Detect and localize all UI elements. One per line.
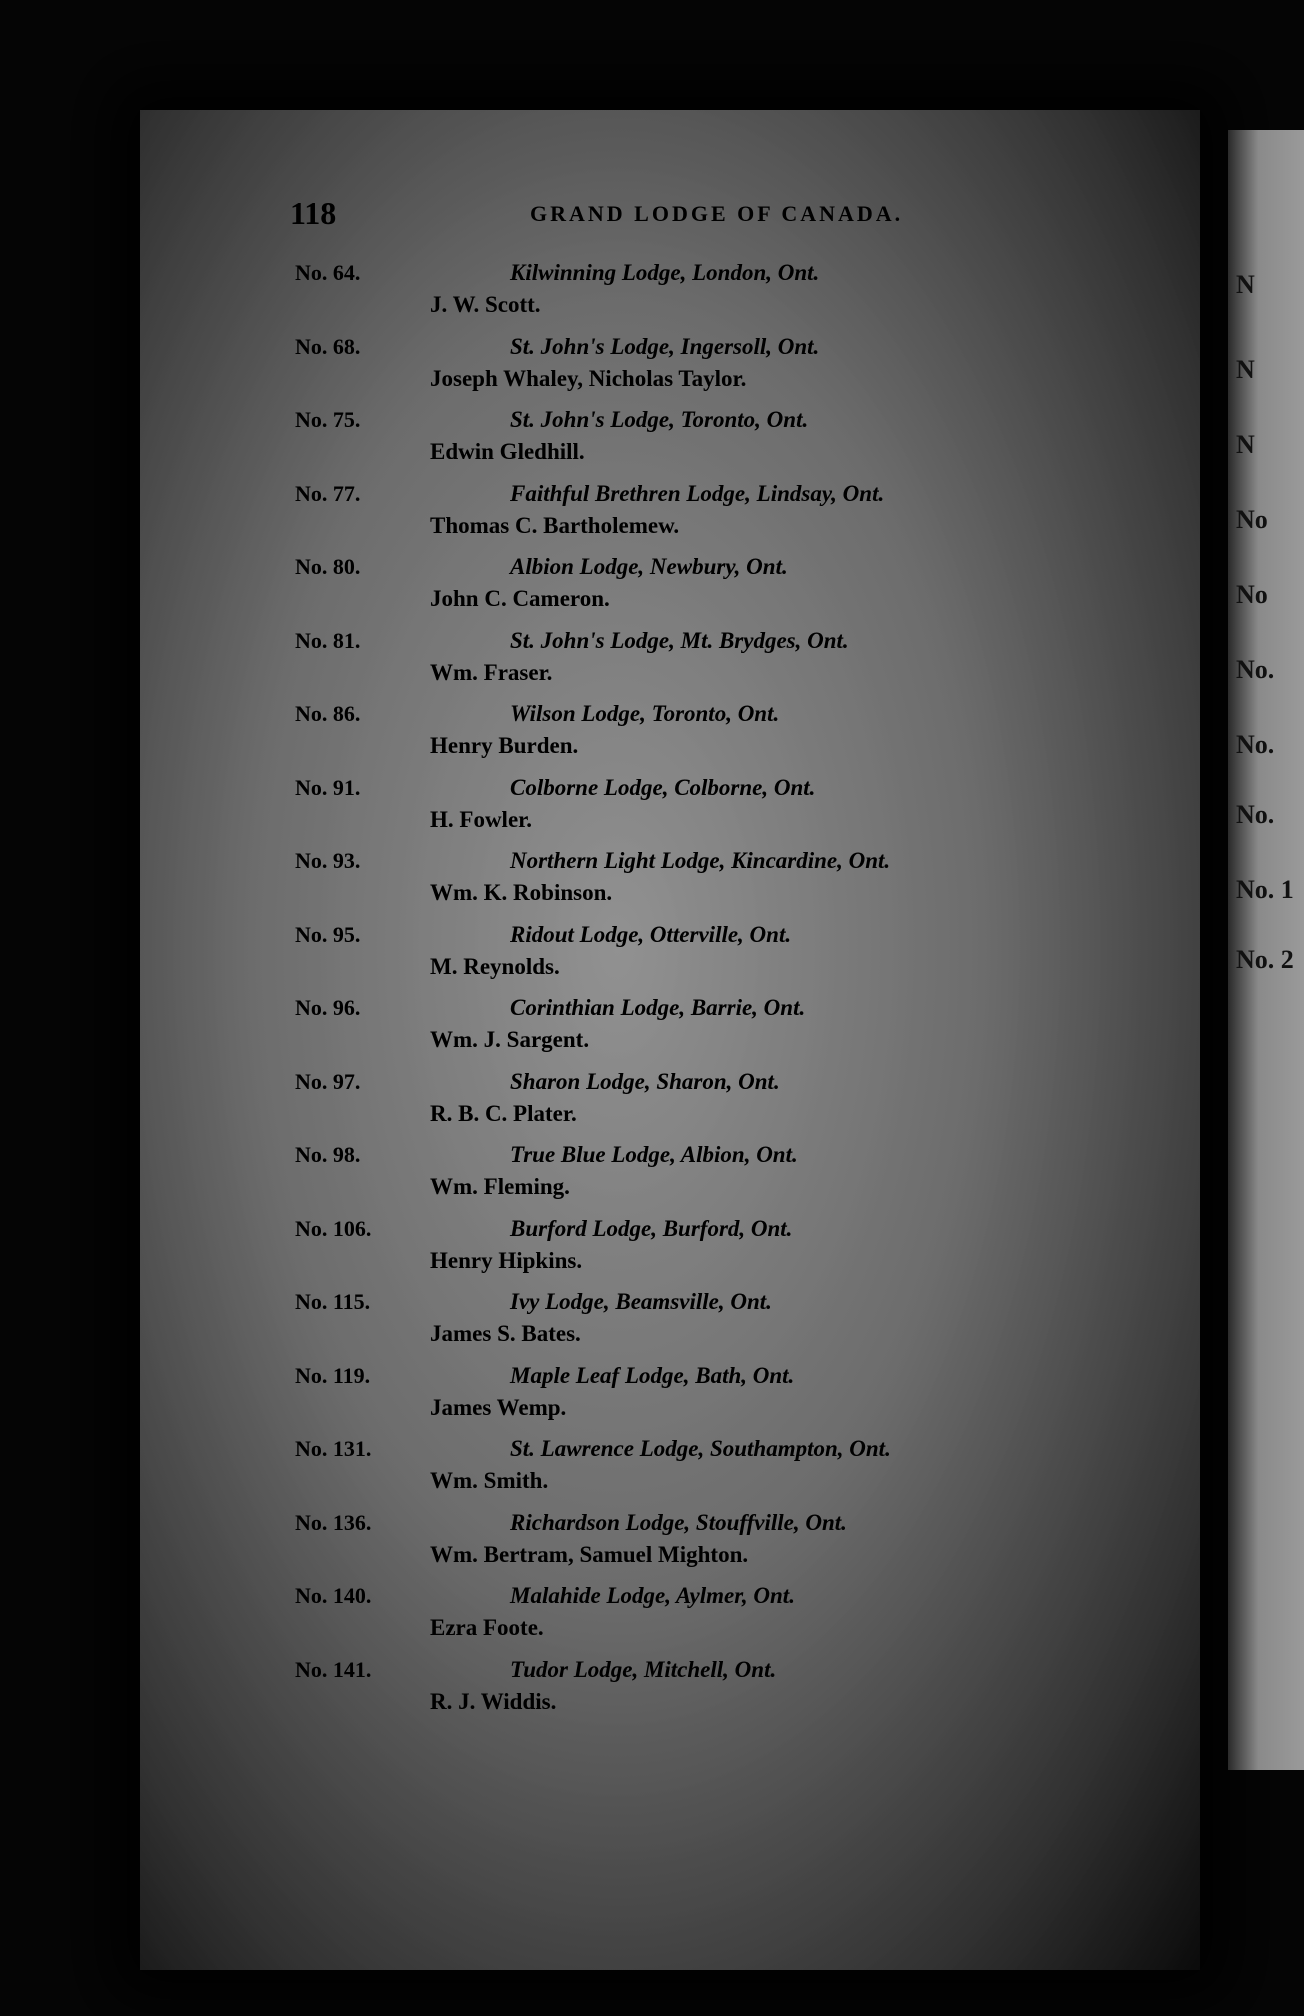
lodge-number: No. 136. [295,1509,372,1535]
facing-page-fragment: No. 1 [1236,875,1294,904]
lodge-name: True Blue Lodge, Albion, Ont. [510,1142,798,1167]
lodge-name: Kilwinning Lodge, London, Ont. [510,260,820,285]
lodge-name: Sharon Lodge, Sharon, Ont. [510,1068,780,1094]
lodge-entry [140,1436,1200,1510]
lodge-number: No. 96. [295,995,361,1020]
lodge-entry [140,701,1200,775]
document-page [140,110,1200,1970]
lodge-representatives: R. J. Widdis. [430,1688,557,1714]
lodge-number: No. 97. [295,1068,361,1094]
lodge-representatives: Wm. Smith. [430,1468,549,1493]
facing-page-fragment: No. [1236,800,1275,829]
running-title: GRAND LODGE OF CANADA. [530,201,904,226]
lodge-representatives: Wm. Fraser. [430,659,553,685]
lodge-name: St. Lawrence Lodge, Southampton, Ont. [510,1436,891,1461]
lodge-name: St. John's Lodge, Ingersoll, Ont. [510,333,820,359]
lodge-representatives: Henry Burden. [430,733,579,758]
facing-page-fragment: No [1236,505,1268,534]
lodge-number: No. 91. [295,774,361,800]
facing-page-fragment: No. 2 [1236,945,1294,974]
lodge-name: Wilson Lodge, Toronto, Ont. [510,701,780,726]
lodge-number: No. 68. [295,333,361,359]
lodge-entry [140,775,1200,849]
lodge-representatives: Joseph Whaley, Nicholas Taylor. [430,365,747,391]
lodge-entry [140,1510,1200,1584]
lodge-entry [140,554,1200,628]
lodge-entry [140,1216,1200,1290]
lodge-number: No. 64. [295,260,361,285]
lodge-number: No. 77. [295,480,361,506]
lodge-name: Ivy Lodge, Beamsville, Ont. [510,1289,772,1314]
page-header [140,195,1200,235]
lodge-name: Albion Lodge, Newbury, Ont. [510,554,788,579]
lodge-number: No. 140. [295,1583,372,1608]
lodge-representatives: Wm. Bertram, Samuel Mighton. [430,1541,749,1567]
lodge-number: No. 119. [295,1362,371,1388]
lodge-list [140,260,1200,1730]
facing-page-fragment: N [1236,270,1255,299]
facing-page-fragment: No. [1236,655,1275,684]
lodge-representatives: James S. Bates. [430,1321,581,1346]
lodge-name: Maple Leaf Lodge, Bath, Ont. [510,1362,795,1388]
lodge-entry [140,407,1200,481]
lodge-number: No. 95. [295,921,361,947]
lodge-name: Ridout Lodge, Otterville, Ont. [510,921,792,947]
lodge-representatives: John C. Cameron. [430,586,610,611]
facing-page-fragment: No [1236,580,1268,609]
lodge-representatives: Wm. Fleming. [430,1174,570,1199]
lodge-number: No. 98. [295,1142,361,1167]
lodge-entry [140,1289,1200,1363]
lodge-number: No. 75. [295,407,361,432]
lodge-number: No. 80. [295,554,361,579]
lodge-representatives: Henry Hipkins. [430,1247,583,1273]
lodge-name: Faithful Brethren Lodge, Lindsay, Ont. [510,480,885,506]
lodge-entry [140,848,1200,922]
lodge-entry [140,334,1200,408]
facing-page-fragment: No. [1236,730,1275,759]
lodge-entry [140,995,1200,1069]
lodge-representatives: Edwin Gledhill. [430,439,585,464]
lodge-name: Richardson Lodge, Stouffville, Ont. [510,1509,847,1535]
lodge-entry [140,1583,1200,1657]
lodge-entry [140,1363,1200,1437]
lodge-entry [140,628,1200,702]
lodge-name: St. John's Lodge, Toronto, Ont. [510,407,809,432]
lodge-representatives: Wm. J. Sargent. [430,1027,590,1052]
lodge-number: No. 93. [295,848,361,873]
lodge-number: No. 86. [295,701,361,726]
lodge-name: Burford Lodge, Burford, Ont. [510,1215,793,1241]
lodge-representatives: Thomas C. Bartholemew. [430,512,680,538]
lodge-representatives: Wm. K. Robinson. [430,880,613,905]
lodge-name: Colborne Lodge, Colborne, Ont. [510,774,816,800]
lodge-representatives: M. Reynolds. [430,953,560,979]
lodge-number: No. 81. [295,627,361,653]
lodge-name: Corinthian Lodge, Barrie, Ont. [510,995,806,1020]
lodge-number: No. 106. [295,1215,372,1241]
lodge-entry [140,260,1200,334]
lodge-entry [140,1069,1200,1143]
lodge-name: Malahide Lodge, Aylmer, Ont. [510,1583,795,1608]
lodge-representatives: Ezra Foote. [430,1615,544,1640]
lodge-entry [140,1657,1200,1731]
lodge-number: No. 131. [295,1436,372,1461]
lodge-representatives: J. W. Scott. [430,292,541,317]
lodge-number: No. 141. [295,1656,372,1682]
lodge-name: Tudor Lodge, Mitchell, Ont. [510,1656,777,1682]
lodge-representatives: James Wemp. [430,1394,567,1420]
page-number: 118 [290,195,337,231]
lodge-representatives: R. B. C. Plater. [430,1100,577,1126]
lodge-number: No. 115. [295,1289,371,1314]
facing-page-fragment: N [1236,430,1255,459]
lodge-name: Northern Light Lodge, Kincardine, Ont. [510,848,891,873]
lodge-entry [140,1142,1200,1216]
lodge-name: St. John's Lodge, Mt. Brydges, Ont. [510,627,849,653]
lodge-entry [140,922,1200,996]
facing-page-edge [1228,130,1304,1770]
lodge-representatives: H. Fowler. [430,806,532,832]
facing-page-fragment: N [1236,355,1255,384]
lodge-entry [140,481,1200,555]
